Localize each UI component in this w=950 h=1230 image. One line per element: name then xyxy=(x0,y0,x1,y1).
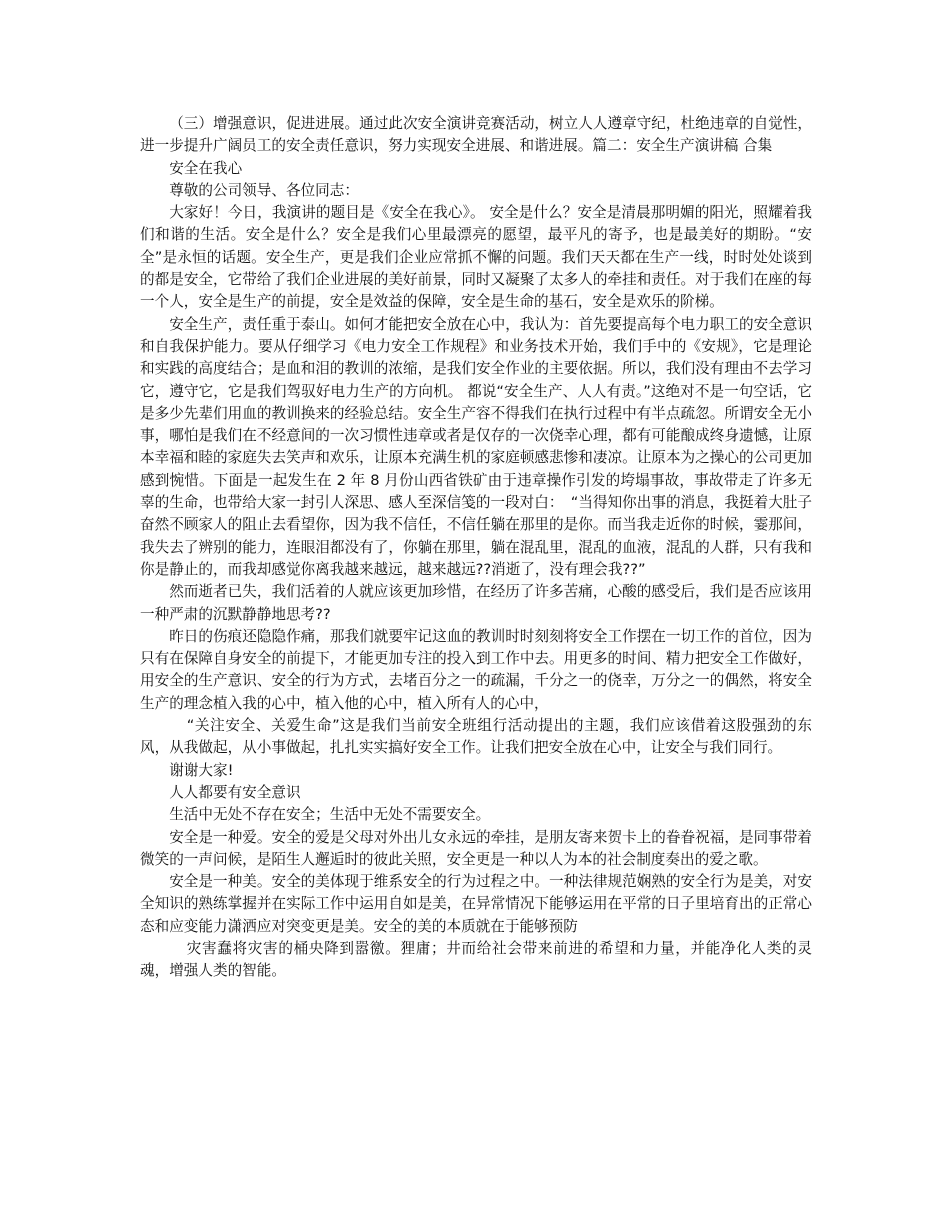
body-paragraph: 安全是一种美。安全的美体现于维系安全的行为过程之中。一种法律规范娴熟的安全行为是美，对安全知识的熟练掌握并在实际工作中运用自如是美，在异常情况下能够运用在平常的日子里培育出的正常心态和应变能力潇洒应对突变更是美。安全的美的本质就在于能够预防 xyxy=(140,873,812,935)
speech-title-safety-in-my-heart: 安全在我心 xyxy=(169,159,243,177)
body-paragraph: 然而逝者已失，我们活着的人就应该更加珍惜，在经历了许多苦痛，心酸的感受后，我们是否应该用一种严肃的沉默静静地思考?? xyxy=(140,583,812,623)
body-paragraph: 昨日的伤痕还隐隐作痛，那我们就要牢记这血的教训时时刻刻将安全工作摆在一切工作的首位，因为只有在保障自身安全的前提下，才能更加专注的投入到工作中去。用更多的时间、精力把安全工作做好，用安全的生产意识、安全的行为方式，去堵百分之一的疏漏，千分之一的侥幸，万分之一的偶然，将安全生产的理念植入我的心中，植入他的心中，植入所有人的心中， xyxy=(140,627,812,712)
body-paragraph: 安全生产，责任重于泰山。如何才能把安全放在心中，我认为：首先要提高每个电力职工的安全意识和自我保护能力。要从仔细学习《电力安全工作规程》和业务技术开始，我们手中的《安规》，它是理论和实践的高度结合；是血和泪的教训的浓缩，是我们安全作业的主要依据。所以，我们没有理由不去学习它，遵守它，它是我们驾驭好电力生产的方向机。 都说“安全生产、人人有责。”这绝对不是一句空话，它是多少先辈们用血的教训换来的经验总结。安全生产容不得我们在执行过程中有半点疏忽。所谓安全无小事，哪怕是我们在不经意间的一次习惯性违章或者是仅存的一次侥幸心理，都有可能酿成终身遗憾，让原本幸福和睦的家庭失去笑声和欢乐，让原本充满生机的家庭顿感悲惨和凄凉。让原本为之操心的公司更加感到惋惜。下面是一起发生在 2 年 8 月份山西省铁矿由于违章操作引发的垮塌事故，事故带走了许多无辜的生命，也带给大家一封引人深思、感人至深信笺的一段对白： “当得知你出事的消息，我挺着大肚子奋然不顾家人的阻止去看望你，因为我不信任，不信任躺在那里的是你。而当我走近你的时候，霎那间，我失去了辨别的能力，连眼泪都没有了，你躺在那里，躺在混乱里，混乱的血液，混乱的人群，只有我和你是静止的，而我却感觉你离我越来越远，越来越远??消逝了，没有理会我??” xyxy=(140,315,812,578)
body-paragraph: 安全是一种爱。安全的爱是父母对外出儿女永远的牵挂，是朋友寄来贺卡上的眷眷祝福，是同事带着微笑的一声问候，是陌生人邂逅时的彼此关照，安全更是一种以人为本的社会制度奏出的爱之歌。 xyxy=(140,828,812,868)
document-page xyxy=(140,113,812,983)
speech-title-safety-awareness: 人人都要有安全意识 xyxy=(169,783,301,801)
salutation-line: 尊敬的公司领导、各位同志： xyxy=(169,181,359,199)
section-three-paragraph: （三）增强意识，促进进展。通过此次安全演讲竞赛活动，树立人人遵章守纪，杜绝违章的自觉性，进一步提升广阔员工的安全责任意识，努力实现安全进展、和谐进展。篇二：安全生产演讲稿 合集 xyxy=(140,115,812,155)
body-paragraph: “关注安全、关爱生命”这是我们当前安全班组行活动提出的主题，我们应该借着这股强劲的东风，从我做起，从小事做起，扎扎实实搞好安全工作。让我们把安全放在心中，让安全与我们同行。 xyxy=(140,717,812,757)
body-paragraph: 大家好！今日，我演讲的题目是《安全在我心》。 安全是什么？安全是清晨那明媚的阳光，照耀着我们和谐的生活。安全是什么？安全是我们心里最漂亮的愿望，最平凡的寄予，也是最美好的期盼。“安全”是永恒的话题。安全生产，更是我们企业应常抓不懈的问题。我们天天都在生产一线，时时处处谈到的都是安全，它带给了我们企业进展的美好前景，同时又凝聚了太多人的牵挂和责任。对于我们在座的每一个人，安全是生产的前提，安全是效益的保障，安全是生命的基石，安全是欢乐的阶梯。 xyxy=(140,204,812,311)
thanks-line: 谢谢大家! xyxy=(169,761,234,779)
body-paragraph: 生活中无处不存在安全；生活中无处不需要安全。 xyxy=(169,806,491,824)
body-paragraph: 灾害蠢将灾害的桶央降到嚣徼。狸庸；井而给社会带来前进的希望和力量，并能净化人类的灵魂，增强人类的智能。 xyxy=(140,939,812,980)
